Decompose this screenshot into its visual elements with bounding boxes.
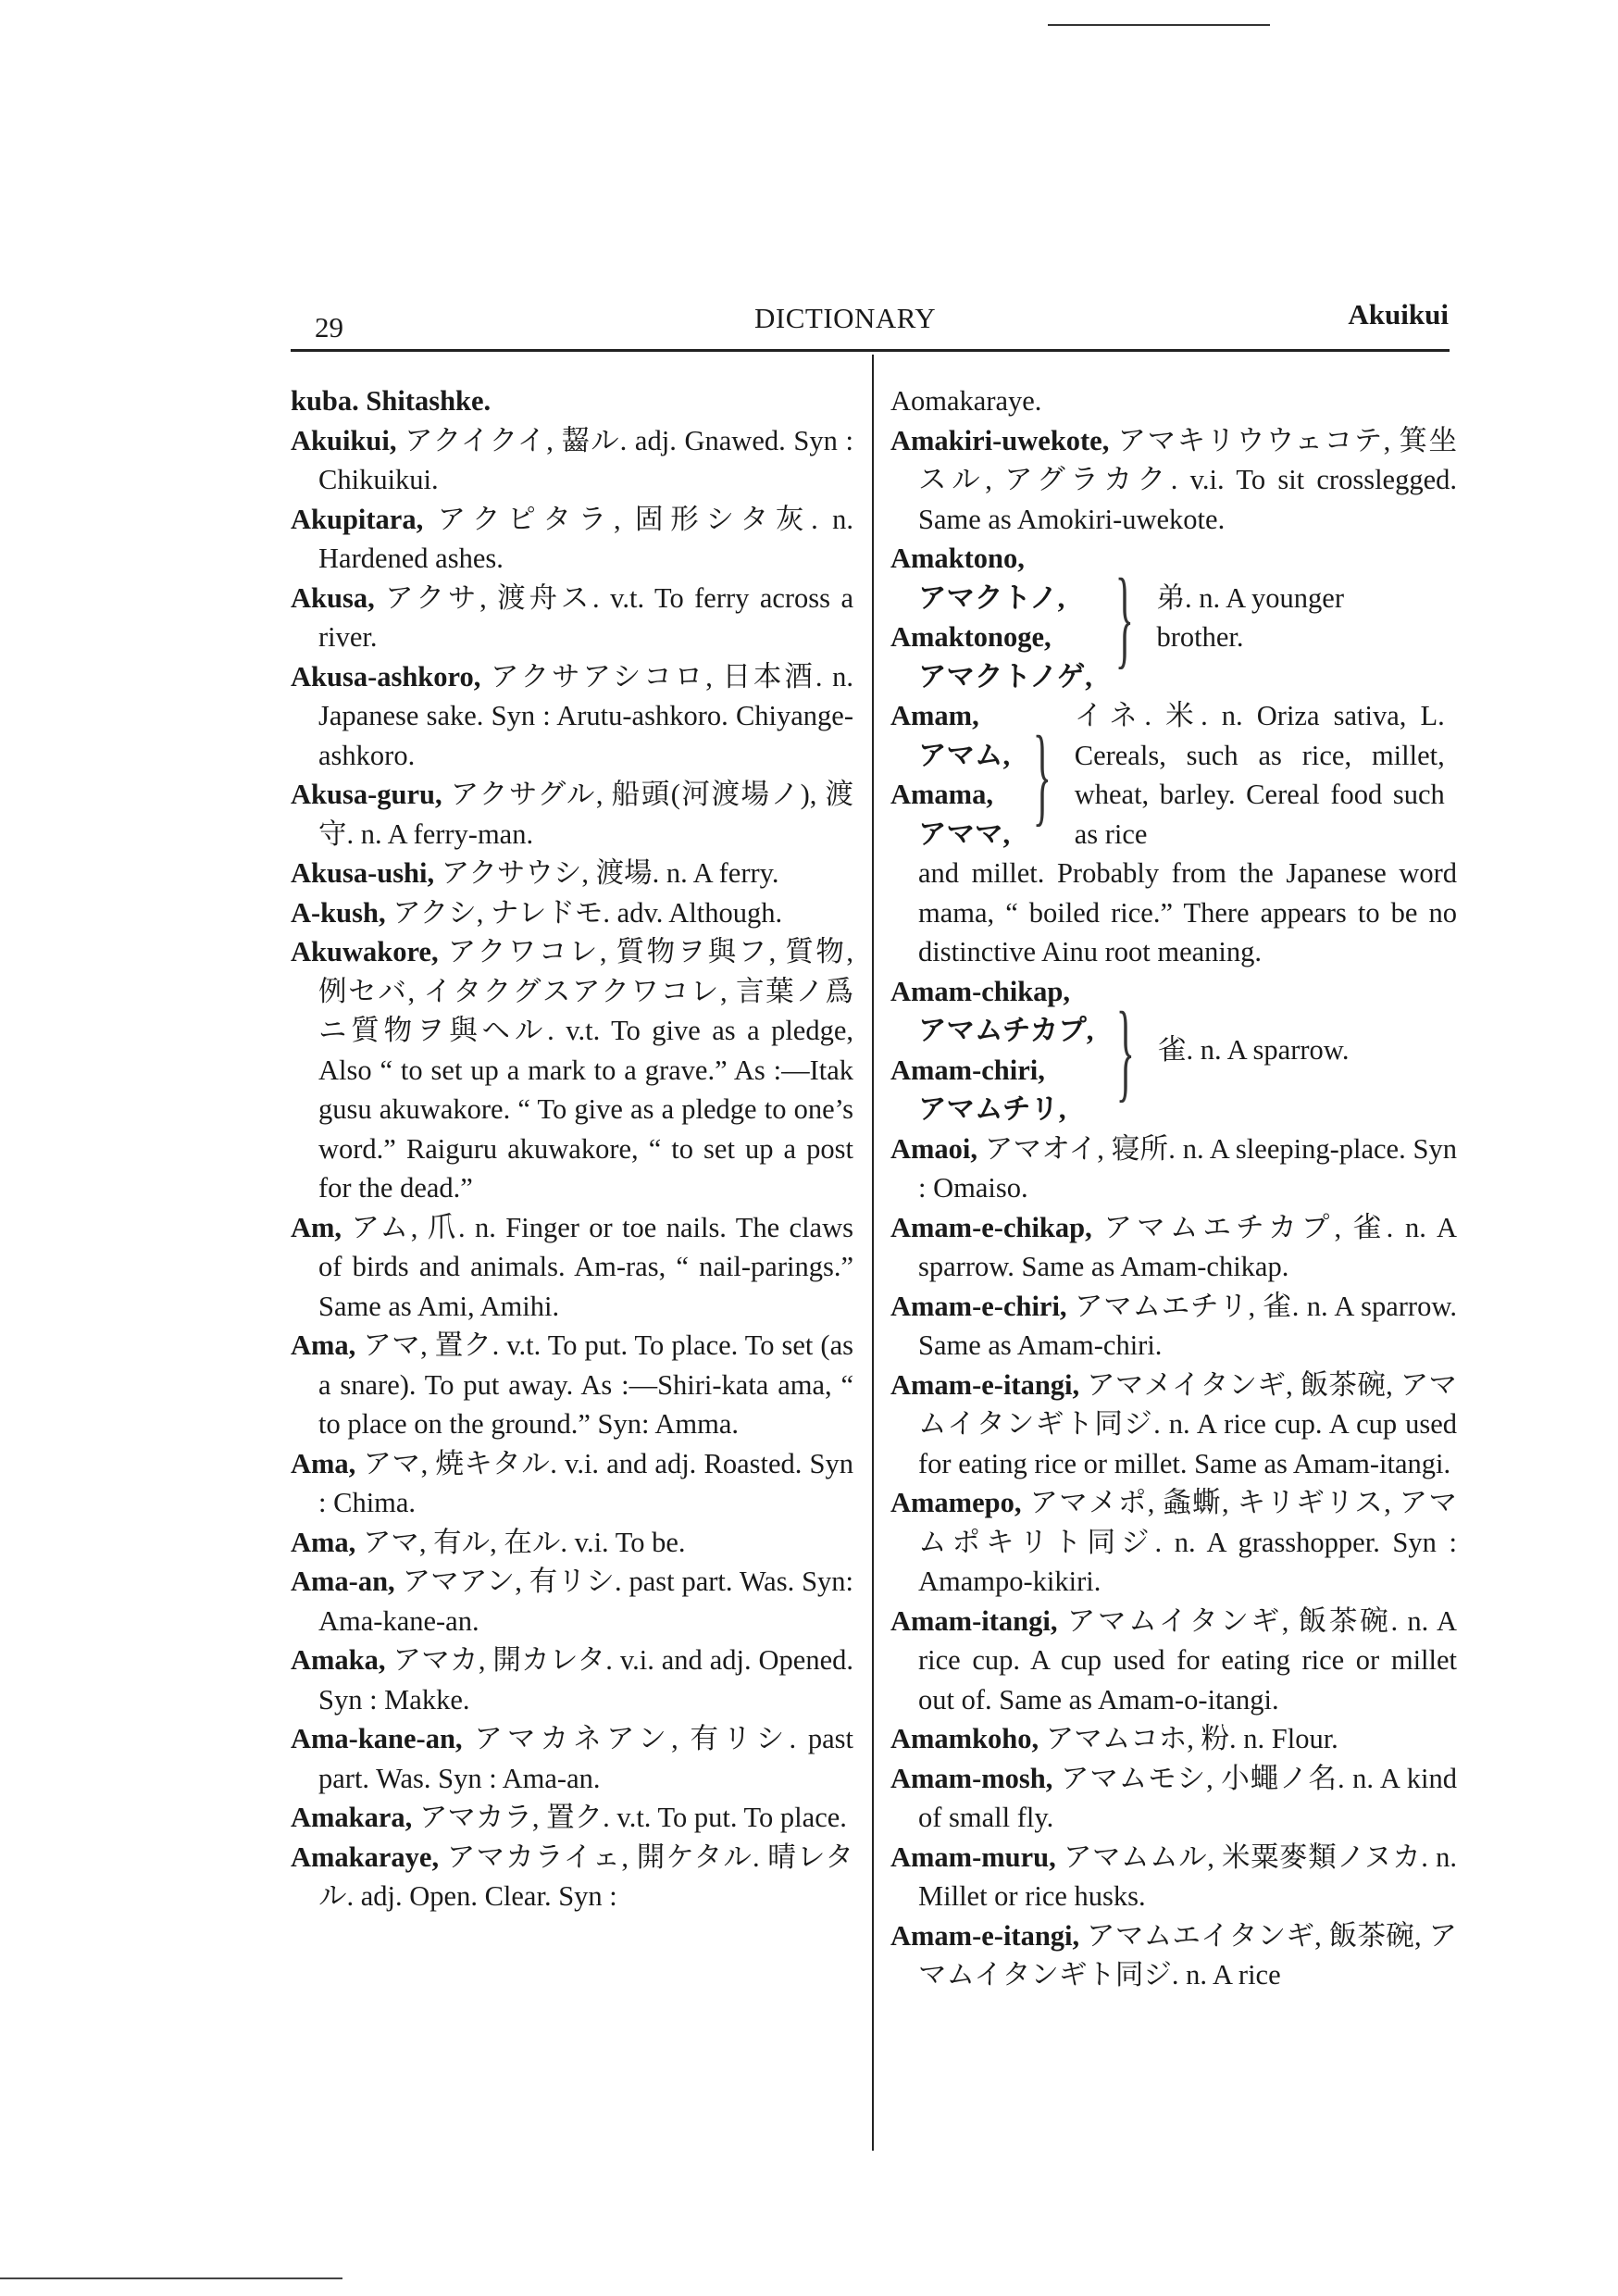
running-headword: Akuikui — [1348, 298, 1449, 331]
entry-text: アマムエチリ, 雀. n. A sparrow. Same as Amam-chiri. — [918, 1290, 1457, 1361]
entry-text: Aomakaraye. — [890, 385, 1042, 417]
entry-text: アマカライェ, 開ケタル. 晴レタル. adj. Open. Clear. Syn : — [318, 1841, 854, 1912]
entry-text: アクピタラ, 固形シタ灰. n. Hardened ashes. — [318, 503, 853, 574]
headword: Akusa-ashkoro, — [291, 660, 481, 693]
dictionary-entry — [291, 775, 853, 854]
dictionary-entry — [291, 381, 853, 421]
definition: 雀. n. A sparrow. — [1158, 1034, 1350, 1067]
brace-entry-amam-chikap — [890, 972, 1457, 1129]
headword: Amam-muru, — [890, 1841, 1056, 1873]
column-divider — [872, 355, 874, 2151]
headword: Akuwakore, — [291, 936, 439, 967]
dictionary-entry — [890, 1759, 1457, 1838]
right-column — [890, 381, 1457, 1995]
entry-text: アクイクイ, 齧ル. adj. Gnawed. Syn : Chikuikui. — [318, 424, 854, 495]
brace-glyph: } — [1114, 555, 1134, 679]
entry-text: アマカネアン, 有リシ. past part. Was. Syn : Ama-an. — [318, 1723, 854, 1794]
entry-text: アマムエイタンギ, 飯茶碗, アマムイタンギト同ジ. n. A rice — [918, 1919, 1458, 1990]
headword: Amakaraye, — [291, 1841, 440, 1873]
dictionary-entry — [890, 1366, 1457, 1484]
dictionary-entry — [890, 1287, 1457, 1366]
entry-text: アマムイタンギ, 飯茶碗. n. A rice cup. A cup used for eating rice or millet out of. Same as Amam-o-itangi. — [918, 1604, 1458, 1716]
entry-text: アクサグル, 船頭(河渡場ノ), 渡守. n. A ferry-man. — [318, 779, 854, 850]
definition-continued: and millet. Probably from the Japanese word mama, “ boiled rice.” There appears to be no distinctive Ainu root meaning. — [918, 857, 1457, 967]
headword: Amam-chikap, — [890, 975, 1071, 1007]
headword: Amaoi, — [890, 1132, 978, 1165]
entry-text: アマ, 有ル, 在ル. v.i. To be. — [362, 1526, 686, 1558]
headword: Amam-e-chiri, — [890, 1290, 1067, 1322]
dictionary-entry — [291, 854, 853, 893]
headword: Amaktono, — [890, 543, 1025, 574]
dictionary-entry — [291, 579, 853, 657]
headword-kana: アマムチリ, — [918, 1093, 1066, 1125]
entry-text: アマ, 置ク. v.t. To put. To place. To set (as a snare). To put away. As :—Shiri-kata ama, “ to place on the ground.” Syn: Amma. — [318, 1329, 853, 1440]
entry-text: アマメポ, 螽蟖, キリギリス, アマムポキリト同ジ. n. A grasshopper. Syn : Amampo-kikiri. — [918, 1487, 1458, 1597]
dictionary-entry — [890, 1483, 1457, 1602]
headword: Ama, — [291, 1329, 356, 1361]
entry-text: アマムムル, 米粟麥類ノヌカ. n. Millet or rice husks. — [918, 1841, 1457, 1912]
dictionary-entry — [890, 1602, 1457, 1720]
headword: Amam-itangi, — [890, 1604, 1058, 1637]
dictionary-entry — [890, 381, 1457, 421]
brace-headwords — [890, 539, 1092, 696]
headword: Ama, — [291, 1526, 356, 1558]
headword: Ama-kane-an, — [291, 1723, 463, 1754]
brace-entry-amam — [890, 696, 1457, 854]
headword-kana: アマクトノゲ, — [918, 660, 1092, 693]
entry-text: アマムエチカプ, 雀. n. A sparrow. Same as Amam-chikap. — [918, 1211, 1458, 1282]
dictionary-entry — [291, 1444, 853, 1523]
brace-headwords — [890, 696, 1010, 854]
headword: Akuikui, — [291, 424, 397, 456]
dictionary-entry — [291, 1523, 853, 1563]
headword: Amakara, — [291, 1802, 413, 1833]
brace-entry-amaktono — [890, 539, 1457, 696]
entry-text: アクサ, 渡舟ス. v.t. To ferry across a river. — [318, 581, 854, 653]
dictionary-entry — [291, 893, 853, 933]
headword: Amakiri-uwekote, — [890, 424, 1110, 456]
dictionary-entry — [291, 1208, 853, 1327]
dictionary-entry — [890, 1838, 1457, 1916]
headword: Am, — [291, 1211, 342, 1243]
headword: Ama, — [291, 1447, 356, 1479]
entry-text: アクシ, ナレドモ. adv. Although. — [392, 896, 783, 929]
headword: Akupitara, — [291, 503, 424, 535]
entry-text: アマメイタンギ, 飯茶碗, アマムイタンギト同ジ. n. A rice cup. A cup used for eating rice or millet. Same as Amam-itangi. — [918, 1368, 1458, 1479]
headword: A-kush, — [291, 896, 386, 929]
headword: Amam-mosh, — [890, 1762, 1053, 1794]
bottom-rule — [0, 2277, 342, 2279]
headword: Akusa, — [291, 581, 375, 614]
headword: Amam-chiri, — [890, 1054, 1045, 1086]
dictionary-entry — [291, 932, 853, 1208]
headword: Amaka, — [291, 1644, 386, 1676]
entry-text: アクワコレ, 質物ヲ與フ, 質物, 例セバ, イタクグスアクワコレ, 言葉ノ爲ニ質物ヲ與ヘル. v.t. To give as a pledge, Also “ to set up a mark to a grave.” As :—Itak gusu akuwakore. “ To give as a pledge to one’s word.” Raiguru akuwakore, “ to set up a post for the dead.” — [318, 936, 854, 1204]
headword: Amam-e-itangi, — [890, 1919, 1080, 1952]
top-rule — [1048, 24, 1270, 26]
running-title: DICTIONARY — [754, 302, 937, 334]
dictionary-entry — [890, 1129, 1457, 1208]
header-rule — [291, 349, 1450, 352]
headword: Amam-e-chikap, — [890, 1211, 1092, 1243]
headword: Amama, — [890, 779, 993, 810]
headword: Amam-e-itangi, — [890, 1368, 1080, 1401]
headword: Amam, — [890, 700, 979, 731]
dictionary-entry — [291, 1838, 853, 1916]
entry-text: アマカラ, 置ク. v.t. To put. To place. — [418, 1802, 847, 1833]
dictionary-entry — [291, 657, 853, 776]
definition: イネ. 米. n. Oriza sativa, L. Cereals, such as rice, millet, wheat, barley. Cereal food such as rice — [1074, 700, 1445, 850]
headword-kana: アマムチカプ, — [918, 1015, 1094, 1046]
definition: 弟. n. A younger brother. — [1156, 581, 1344, 653]
headword: Amaktonoge, — [890, 621, 1052, 653]
entry-text: アマムモシ, 小蠅ノ名. n. A kind of small fly. — [918, 1762, 1458, 1833]
entry-text: アム, 爪. n. Finger or toe nails. The claws of birds and animals. Am-ras, “ nail-parings.” Same as Ami, Amihi. — [318, 1211, 853, 1322]
entry-text: アマカ, 開カレタ. v.i. and adj. Opened. Syn : Makke. — [318, 1644, 853, 1716]
dictionary-entry — [890, 1916, 1457, 1995]
headword: Amamkoho, — [890, 1723, 1039, 1754]
headword-kana: アマクトノ, — [918, 581, 1065, 614]
entry-text: アマ, 焼キタル. v.i. and adj. Roasted. Syn : Chima. — [318, 1447, 853, 1518]
headword: kuba. Shitashke. — [291, 385, 492, 417]
dictionary-entry — [291, 1641, 853, 1719]
entry-text: アクサアシコロ, 日本酒. n. Japanese sake. Syn : Arutu-ashkoro. Chiyange-ashkoro. — [318, 660, 853, 771]
headword-kana: アマム, — [918, 739, 1011, 771]
dictionary-entry — [291, 1798, 853, 1838]
headword: Akusa-guru, — [291, 779, 442, 810]
page-number: 29 — [315, 311, 343, 343]
dictionary-entry — [291, 1562, 853, 1641]
brace-glyph: } — [1032, 713, 1052, 836]
entry-text: アマムコホ, 粉. n. Flour. — [1045, 1723, 1338, 1754]
left-column — [291, 381, 853, 1916]
entry-text: アマオイ, 寝所. n. A sleeping-place. Syn : Omaiso. — [918, 1132, 1458, 1204]
dictionary-entry — [890, 1719, 1457, 1759]
dictionary-entry — [291, 1719, 853, 1798]
dictionary-entry — [890, 421, 1457, 540]
headword: Akusa-ushi, — [291, 857, 435, 889]
entry-text: アクサウシ, 渡場. n. A ferry. — [441, 857, 779, 889]
brace-headwords — [890, 972, 1093, 1129]
dictionary-entry — [291, 1326, 853, 1444]
brace-glyph: } — [1116, 988, 1136, 1112]
entry-text: アマキリウウェコテ, 箕坐スル, アグラカク. v.i. To sit crosslegged. Same as Amokiri-uwekote. — [918, 424, 1458, 535]
dictionary-entry — [291, 500, 853, 579]
entry-text: アマアン, 有リシ. past part. Was. Syn: Ama-kane-an. — [318, 1566, 854, 1637]
dictionary-entry — [890, 1208, 1457, 1287]
headword-kana: アママ, — [918, 817, 1011, 850]
dictionary-entry — [291, 421, 853, 500]
headword: Amamepo, — [890, 1487, 1022, 1518]
headword: Ama-an, — [291, 1566, 395, 1597]
